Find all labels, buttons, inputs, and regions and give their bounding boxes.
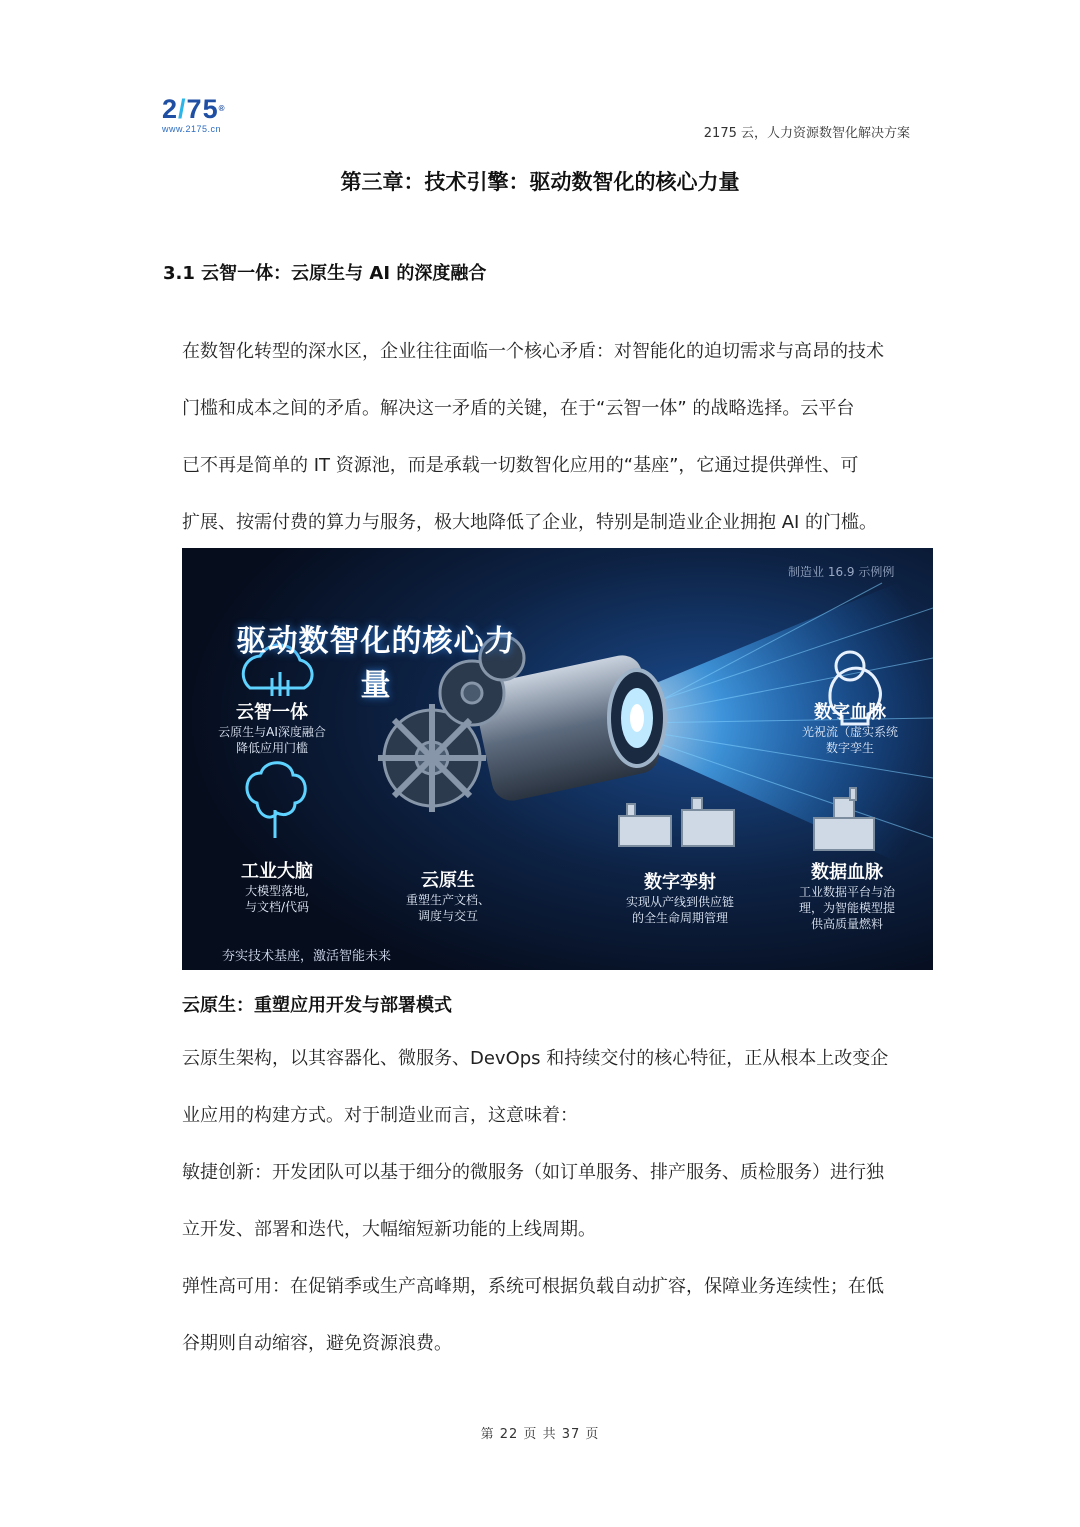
paragraph-line: 业应用的构建方式。对于制造业而言，这意味着： bbox=[182, 1105, 578, 1126]
figure-label-desc: 云原生与AI深度融合 降低应用门槛 bbox=[218, 725, 326, 755]
paragraph-line: 扩展、按需付费的算力与服务，极大地降低了企业，特别是制造业企业拥抱 AI 的门槛。 bbox=[182, 512, 878, 533]
body-paragraph bbox=[182, 1043, 922, 1385]
figure-label-heading: 数字血脉 bbox=[814, 702, 886, 723]
figure-label-heading: 数据血脉 bbox=[811, 862, 883, 883]
figure-label-data-pulse bbox=[782, 862, 912, 932]
figure-footer: 夯实技术基座，激活智能未来 bbox=[222, 949, 392, 964]
figure-label-industrial-brain bbox=[212, 861, 342, 915]
figure-label-heading: 工业大脑 bbox=[241, 861, 313, 882]
paragraph-line: 敏捷创新：开发团队可以基于细分的微服务（如订单服务、排产服务、质检服务）进行独 bbox=[182, 1162, 884, 1183]
figure-label-heading: 数字孪射 bbox=[644, 872, 716, 893]
paragraph-line: 谷期则自动缩容，避免资源浪费。 bbox=[182, 1333, 452, 1354]
paragraph-line: 已不再是简单的 IT 资源池，而是承载一切数智化应用的“基座”，它通过提供弹性、可 bbox=[182, 455, 859, 476]
brand-logo bbox=[162, 94, 226, 134]
figure-label-desc: 实现从产线到供应链 的全生命周期管理 bbox=[625, 895, 734, 925]
figure-label-digital-pulse bbox=[785, 702, 915, 756]
paragraph-line: 云原生架构，以其容器化、微服务、DevOps 和持续交付的核心特征，正从根本上改变企 bbox=[182, 1048, 889, 1069]
figure-label-desc: 工业数据平台与治 理，为智能模型提 供高质量燃料 bbox=[798, 885, 895, 931]
figure-label-cloud-native bbox=[388, 870, 508, 924]
section-title: 3.1 云智一体：云原生与 AI 的深度融合 bbox=[163, 263, 487, 284]
figure-label-heading: 云原生 bbox=[421, 870, 475, 891]
chapter-title: 第三章：技术引擎：驱动数智化的核心力量 bbox=[340, 170, 740, 194]
document-title: 2175 云，人力资源数智化解决方案 bbox=[703, 126, 910, 141]
figure-label-desc: 光祝流（虚实系统 数字孪生 bbox=[801, 725, 898, 755]
figure-ratio-note: 制造业 16.9 示例例 bbox=[788, 565, 895, 579]
subsection-heading: 云原生：重塑应用开发与部署模式 bbox=[182, 995, 452, 1016]
paragraph-line: 立开发、部署和迭代，大幅缩短新功能的上线周期。 bbox=[182, 1219, 596, 1240]
figure-title: 驱动数智化的核心力量 bbox=[236, 624, 516, 703]
paragraph-line: 弹性高可用：在促销季或生产高峰期，系统可根据负载自动扩容，保障业务连续性；在低 bbox=[182, 1276, 884, 1297]
intro-paragraph bbox=[182, 336, 922, 564]
figure-label-desc: 大模型落地, 与文档/代码 bbox=[244, 884, 310, 914]
paragraph-line: 在数智化转型的深水区，企业往往面临一个核心矛盾：对智能化的迫切需求与高昂的技术 bbox=[182, 341, 884, 362]
paragraph-line: 门槛和成本之间的矛盾。解决这一矛盾的关键，在于“云智一体” 的战略选择。云平台 bbox=[182, 398, 855, 419]
figure-label-cloud-intelligence bbox=[202, 702, 342, 756]
figure-label-desc: 重塑生产文档、 调度与交互 bbox=[405, 893, 490, 923]
logo-url: www.2175.cn bbox=[162, 124, 222, 134]
logo-wordmark: 2/75® bbox=[162, 94, 226, 124]
figure-label-digital-twin bbox=[610, 872, 750, 926]
figure-label-heading: 云智一体 bbox=[236, 702, 308, 723]
page-number: 第 22 页 共 37 页 bbox=[480, 1427, 600, 1442]
